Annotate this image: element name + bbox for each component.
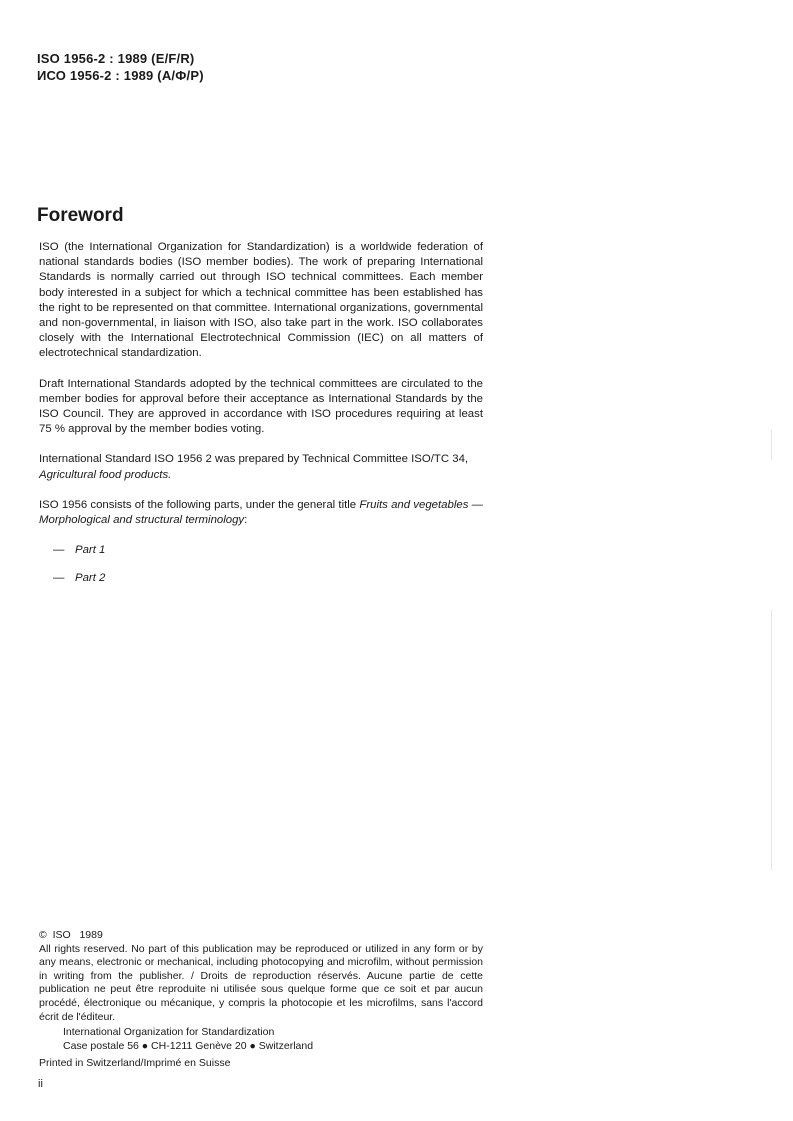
list-item: [53, 543, 483, 558]
org-address: Case postale 56 ● CH-1211 Genève 20 ● Switzerland: [63, 1039, 314, 1052]
list-dash: —: [53, 544, 65, 557]
prepared-by-text: International Standard ISO 1956 2 was prepared by Technical Committee ISO/TC 34,: [39, 453, 469, 466]
printed-in: Printed in Switzerland/Imprimé en Suisse: [39, 1057, 231, 1070]
parts-list: [39, 543, 483, 586]
copyright-line: [39, 929, 483, 943]
paragraph-prepared-by: [39, 452, 483, 482]
paragraph-parts-intro: [39, 498, 483, 528]
copyright-org: ISO: [52, 929, 71, 941]
list-item: [53, 571, 483, 586]
part-1-label: Part 1: [75, 544, 106, 557]
copyright-footer: [39, 929, 483, 1071]
scan-artifact: [771, 430, 772, 460]
part-2-label: Part 2: [75, 572, 106, 585]
general-title: Fruits and vegetables — Morphological and structural terminology: [39, 498, 484, 527]
page-title: Foreword: [37, 205, 124, 226]
rights-statement: All rights reserved. No part of this publication may be reproduced or utilized in any form or by any means, electronic or mechanical, including photocopying and microfilm, without permission in writing from the publisher. / Droits de reproduction réservés. Aucune partie de cette publication ne peut être reproduite ni utilisée sous quelque forme que ce soit et par aucun procédé, électronique ou mécanique, y compris la photocopie et les microfilms, sans l'accord écrit de l'éditeur.: [39, 942, 483, 1023]
page-number: ii: [38, 1078, 43, 1090]
committee-name: Agricultural food products.: [39, 468, 172, 481]
copyright-year: 1989: [79, 929, 103, 941]
scan-artifact: [771, 610, 772, 870]
parts-intro-colon: :: [244, 514, 248, 527]
standard-id-latin: ISO 1956-2 : 1989 (E/F/R): [37, 51, 195, 66]
parts-intro-text: ISO 1956 consists of the following parts, under the general title: [39, 498, 357, 511]
paragraph-draft-standards: Draft International Standards adopted by the technical committees are circulated to the member bodies for approval before their acceptance as International Standards by the ISO Council. They are approved in accordance with ISO procedures requiring at least 75 % approval by the member bodies voting.: [39, 377, 483, 436]
standard-id-cyrillic: ИСО 1956-2 : 1989 (А/Ф/Р): [37, 68, 204, 83]
paragraph-iso-description: ISO (the International Organization for Standardization) is a worldwide federation of national standards bodies (ISO member bodies). The work of preparing International Standards is normally carried out through ISO technical committees. Each member body interested in a subject for which a technical committee has been established has the right to be represented on that committee. International organizations, governmental and non-governmental, in liaison with ISO, also take part in the work. ISO collaborates closely with the International Electrotechnical Commission (IEC) on all matters of electrotechnical standardization.: [39, 241, 483, 360]
publisher-address: [63, 1026, 483, 1053]
copyright-symbol: ©: [39, 929, 47, 941]
standard-header: [37, 50, 204, 84]
foreword-body: [39, 240, 483, 600]
list-dash: —: [53, 572, 65, 585]
org-name: International Organization for Standardization: [63, 1026, 275, 1039]
